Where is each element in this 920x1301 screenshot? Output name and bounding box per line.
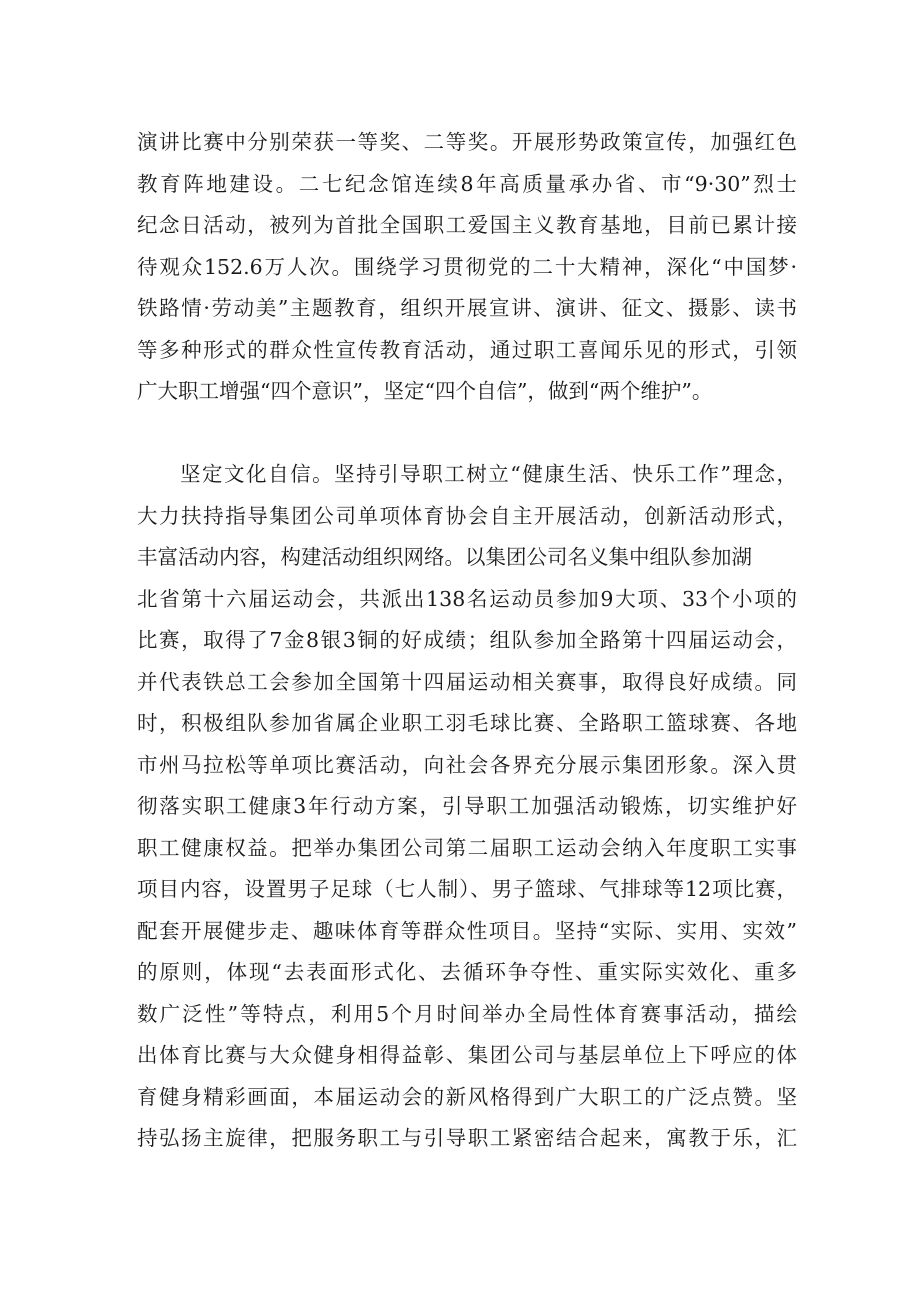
text-line: 待观众152.6万人次。围绕学习贯彻党的二十大精神，深化“中国梦· (137, 254, 797, 279)
text-line: 教育阵地建设。二七纪念馆连续8年高质量承办省、市“9·30”烈士 (137, 171, 797, 196)
text-line: 的原则，体现“去表面形式化、去循环争夺性、重实际实效化、重多 (137, 960, 797, 984)
text-line: 比赛，取得了7金8银3铜的好成绩；组队参加全路第十四届运动会， (137, 628, 797, 652)
text-line: 配套开展健步走、趣味体育等群众性项目。坚持“实际、实用、实效” (137, 918, 797, 943)
text-line: 铁路情·劳动美”主题教育，组织开展宣讲、演讲、征文、摄影、读书 (137, 296, 797, 320)
text-line: 持弘扬主旋律，把服务职工与引导职工紧密结合起来，寓教于乐，汇 (137, 1126, 797, 1150)
text-line: 演讲比赛中分别荣获一等奖、二等奖。开展形势政策宣传，加强红色 (137, 130, 797, 154)
text-line: 纪念日活动，被列为首批全国职工爱国主义教育基地，目前已累计接 (137, 213, 797, 237)
text-line: 广大职工增强“四个意识”，坚定“四个自信”，做到“两个维护”。 (137, 379, 713, 403)
text-line: 时，积极组队参加省属企业职工羽毛球比赛、全路职工篮球赛、各地 (137, 711, 797, 735)
text-line: 项目内容，设置男子足球（七人制）、男子篮球、气排球等12项比赛， (137, 877, 797, 901)
text-line: 坚定文化自信。坚持引导职工树立“健康生活、快乐工作”理念， (180, 462, 797, 486)
text-line: 等多种形式的群众性宣传教育活动，通过职工喜闻乐见的形式，引领 (137, 337, 797, 362)
text-line: 市州马拉松等单项比赛活动，向社会各界充分展示集团形象。深入贯 (137, 752, 797, 777)
text-line: 丰富活动内容，构建活动组织网络。以集团公司名义集中组队参加湖 (137, 545, 752, 569)
text-line: 并代表铁总工会参加全国第十四届运动相关赛事，取得良好成绩。同 (137, 669, 797, 694)
text-line: 北省第十六届运动会，共派出138名运动员参加9大项、33个小项的 (137, 586, 797, 611)
paragraph-2 (137, 454, 797, 1160)
paragraph-1 (137, 122, 797, 413)
text-line: 彻落实职工健康3年行动方案，引导职工加强活动锻炼，切实维护好 (137, 794, 797, 818)
text-line: 出体育比赛与大众健身相得益彰、集团公司与基层单位上下呼应的体 (137, 1043, 797, 1067)
text-line: 育健身精彩画面，本届运动会的新风格得到广大职工的广泛点赞。坚 (137, 1084, 797, 1109)
text-line: 数广泛性”等特点，利用5个月时间举办全局性体育赛事活动，描绘 (137, 1001, 797, 1026)
text-line: 职工健康权益。把举办集团公司第二届职工运动会纳入年度职工实事 (137, 835, 797, 860)
text-line: 大力扶持指导集团公司单项体育协会自主开展活动，创新活动形式， (137, 503, 797, 528)
